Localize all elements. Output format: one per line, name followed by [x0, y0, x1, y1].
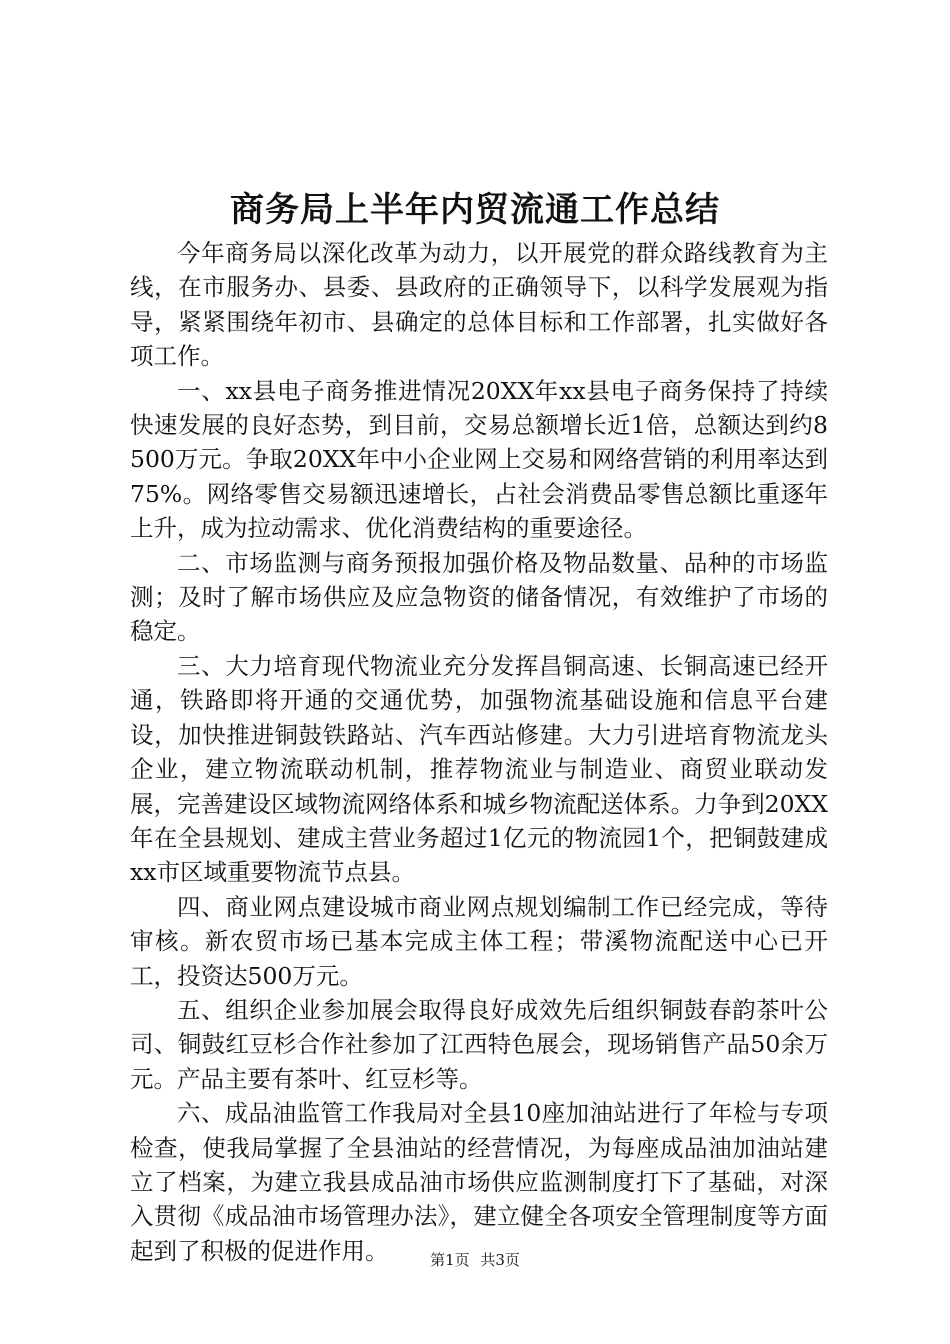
total-page-count: 共3页 — [480, 1251, 520, 1269]
paragraph-commercial-outlets: 四、商业网点建设城市商业网点规划编制工作已经完成，等待审核。新农贸市场已基本完成主体工程；带溪物流配送中心已开工，投资达500万元。 — [130, 892, 828, 990]
paragraph-ecommerce: 一、xx县电子商务推进情况20XX年xx县电子商务保持了持续快速发展的良好态势，到目前，交易总额增长近1倍，总额达到约8500万元。争取20XX年中小企业网上交易和网络营销的利用率达到75%。网络零售交易额迅速增长，占社会消费品零售总额比重逐年上升，成为拉动需求、优化消费结构的重要途径。 — [130, 376, 828, 543]
current-page-number: 第1页 — [430, 1251, 470, 1269]
paragraph-market-monitoring: 二、市场监测与商务预报加强价格及物品数量、品种的市场监测；及时了解市场供应及应急物资的储备情况，有效维护了市场的稳定。 — [130, 548, 828, 646]
page-footer — [0, 1250, 950, 1270]
paragraph-fuel-oversight: 六、成品油监管工作我局对全县10座加油站进行了年检与专项检查，使我局掌握了全县油站的经营情况，为每座成品油加油站建立了档案，为建立我县成品油市场供应监测制度打下了基础，对深入贯彻《成品油市场管理办法》，建立健全各项安全管理制度等方面起到了积极的促进作用。 — [130, 1099, 828, 1265]
paragraph-intro: 今年商务局以深化改革为动力，以开展党的群众路线教育为主线，在市服务办、县委、县政府的正确领导下，以科学发展观为指导，紧紧围绕年初市、县确定的总体目标和工作部署，扎实做好各项工作。 — [130, 239, 828, 371]
document-body — [130, 236, 828, 1268]
paragraph-exhibitions: 五、组织企业参加展会取得良好成效先后组织铜鼓春韵茶叶公司、铜鼓红豆杉合作社参加了江西特色展会，现场销售产品50余万元。产品主要有茶叶、红豆杉等。 — [130, 995, 828, 1093]
document-title: 商务局上半年内贸流通工作总结 — [230, 190, 720, 230]
paragraph-logistics: 三、大力培育现代物流业充分发挥昌铜高速、长铜高速已经开通，铁路即将开通的交通优势，加强物流基础设施和信息平台建设，加快推进铜鼓铁路站、汽车西站修建。大力引进培育物流龙头企业，建立物流联动机制，推荐物流业与制造业、商贸业联动发展，完善建设区域物流网络体系和城乡物流配送体系。力争到20XX年在全县规划、建成主营业务超过1亿元的物流园1个，把铜鼓建成xx市区域重要物流节点县。 — [130, 651, 828, 887]
